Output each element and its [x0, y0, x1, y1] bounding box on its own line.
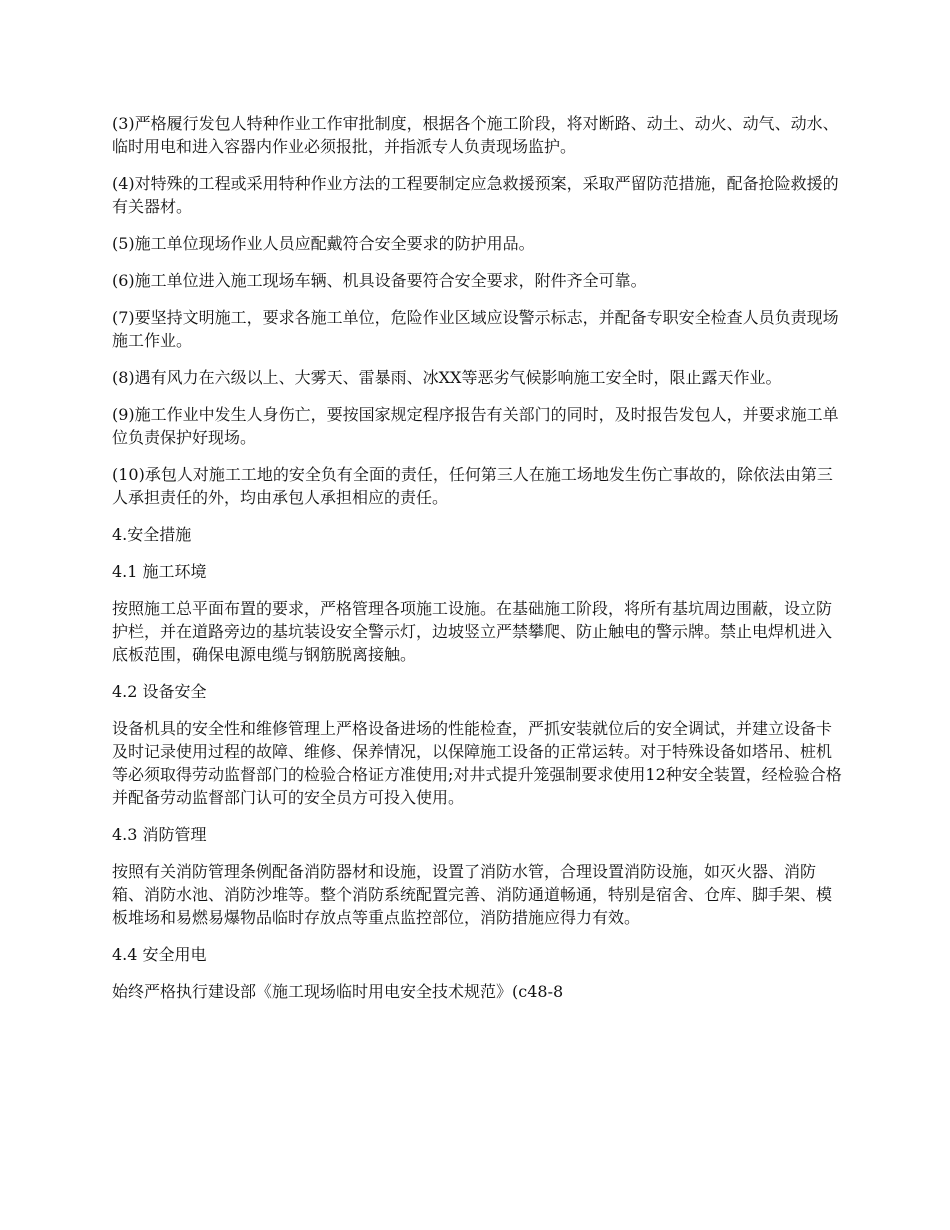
subsection-heading-equipment-safety: 4.2 设备安全	[112, 682, 207, 701]
subsection-heading-fire-management: 4.3 消防管理	[112, 825, 207, 844]
paragraph-item-9: (9)施工作业中发生人身伤亡，要按国家规定程序报告有关部门的同时，及时报告发包人，并要求施工单位负责保护好现场。	[112, 405, 839, 447]
paragraph-item-5: (5)施工单位现场作业人员应配戴符合安全要求的防护用品。	[112, 234, 535, 253]
paragraph-item-6: (6)施工单位进入施工现场车辆、机具设备要符合安全要求，附件齐全可靠。	[112, 271, 647, 290]
section-heading-safety-measures: 4.安全措施	[112, 525, 192, 544]
paragraph-item-4: (4)对特殊的工程或采用特种作业方法的工程要制定应急救援预案，采取严留防范措施，配备抢险救援的有关器材。	[112, 174, 839, 216]
paragraph-item-10: (10)承包人对施工工地的安全负有全面的责任，任何第三人在施工场地发生伤亡事故的，除依法由第三人承担责任的外，均由承包人承担相应的责任。	[112, 465, 833, 507]
paragraph-item-7: (7)要坚持文明施工，要求各施工单位，危险作业区域应设警示标志，并配备专职安全检查人员负责现场施工作业。	[112, 308, 839, 350]
paragraph-fire-management: 按照有关消防管理条例配备消防器材和设施，设置了消防水管，合理设置消防设施，如灭火器、消防箱、消防水池、消防沙堆等。整个消防系统配置完善、消防通道畅通，特别是宿舍、仓库、脚手架、模板堆场和易燃易爆物品临时存放点等重点监控部位，消防措施应得力有效。	[112, 862, 833, 927]
paragraph-equipment-safety: 设备机具的安全性和维修管理上严格设备进场的性能检查，严抓安装就位后的安全调试，并建立设备卡及时记录使用过程的故障、维修、保养情况，以保障施工设备的正常运转。对于特殊设备如塔吊、桩机等必须取得劳动监督部门的检验合格证方准使用;对井式提升笼强制要求使用12种安全装置，经检验合格并配备劳动监督部门认可的安全员方可投入使用。	[112, 719, 842, 807]
paragraph-construction-environment: 按照施工总平面布置的要求，严格管理各项施工设施。在基础施工阶段，将所有基坑周边围蔽，设立防护栏，并在道路旁边的基坑装设安全警示灯，边坡竖立严禁攀爬、防止触电的警示牌。禁止电焊机进入底板范围，确保电源电缆与钢筋脱离接触。	[112, 599, 833, 664]
paragraph-item-3: (3)严格履行发包人特种作业工作审批制度，根据各个施工阶段，将对断路、动土、动火、动气、动水、临时用电和进入容器内作业必须报批，并指派专人负责现场监护。	[112, 114, 839, 156]
paragraph-electrical-safety: 始终严格执行建设部《施工现场临时用电安全技术规范》(c48-8	[112, 982, 564, 1001]
subsection-heading-construction-environment: 4.1 施工环境	[112, 562, 207, 581]
subsection-heading-electrical-safety: 4.4 安全用电	[112, 945, 207, 964]
document-page	[112, 112, 842, 1017]
paragraph-item-8: (8)遇有风力在六级以上、大雾天、雷暴雨、冰XX等恶劣气候影响施工安全时，限止露天作业。	[112, 368, 782, 387]
